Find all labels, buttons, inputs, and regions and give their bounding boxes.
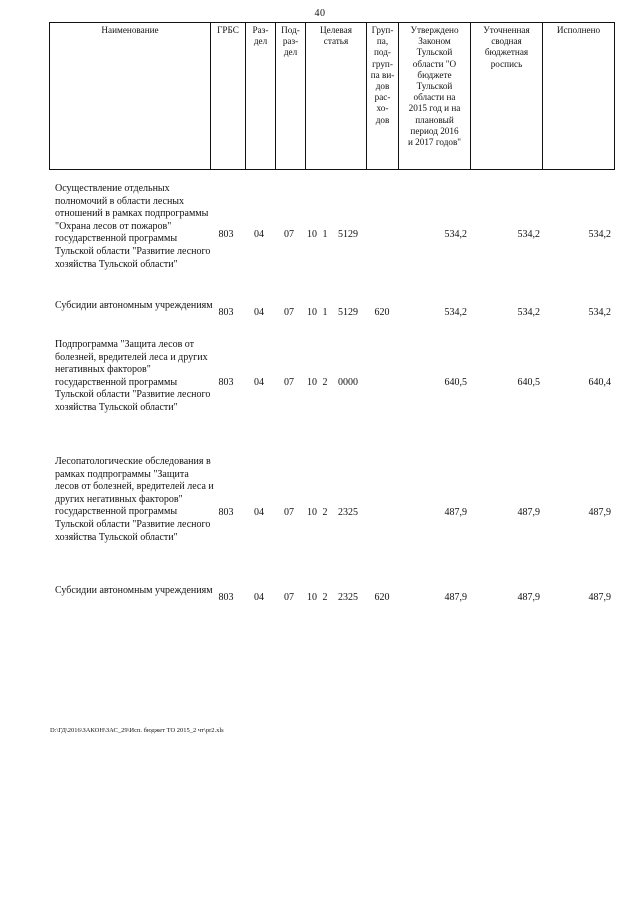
row-expense-group: 620 xyxy=(374,307,390,318)
file-path-footer: D:\ГД\2016\ЗАКОН\ЗАС_29\Исп. бюджет ТО 2015_2 чт\pr2.xls xyxy=(50,727,224,734)
row-refined: 487,9 xyxy=(517,507,540,518)
header-expense-group: Груп- па, под- груп- па ви- дов рас- хо- дов xyxy=(367,23,399,170)
row-podrazdel: 07 xyxy=(284,377,294,388)
header-executed: Исполнено xyxy=(543,23,615,170)
row-name: Субсидии автономным учреждениям xyxy=(55,300,213,311)
row-refined: 640,5 xyxy=(517,377,540,388)
row-refined: 487,9 xyxy=(517,592,540,603)
row-razdel: 04 xyxy=(254,377,264,388)
row-grbs: 803 xyxy=(218,377,234,388)
row-approved: 640,5 xyxy=(444,377,467,388)
row-grbs: 803 xyxy=(218,507,234,518)
row-podrazdel: 07 xyxy=(284,229,294,240)
row-name: Подпрограмма "Защита лесов от болезней, вредителей леса и других негативных факторов" государственной программы Тульской области "Развитие лесного хозяйства Тульской области" xyxy=(55,339,211,413)
row-podrazdel: 07 xyxy=(284,507,294,518)
row-target-code: 0000 xyxy=(338,377,358,388)
row-name: Субсидии автономным учреждениям xyxy=(55,585,213,596)
row-name: Лесопатологические обследования в рамках подпрограммы "Защита лесов от болезней, вредителей леса и других негативных факторов" государственной программы Тульской области "Развитие лесного хозяйства Тульской области" xyxy=(55,456,214,543)
header-approved: Утверждено Законом Тульской области "О бюджете Тульской области на 2015 год и на плановый период 2016 и 2017 годов" xyxy=(399,23,471,170)
row-target-subprogram: 1 xyxy=(322,307,328,318)
row-target-program: 10 xyxy=(307,507,317,518)
header-refined: Уточненная сводная бюджетная роспись xyxy=(471,23,543,170)
row-target-program: 10 xyxy=(307,229,317,240)
row-executed: 534,2 xyxy=(588,307,611,318)
row-approved: 487,9 xyxy=(444,507,467,518)
row-expense-group: 620 xyxy=(374,592,390,603)
row-razdel: 04 xyxy=(254,307,264,318)
row-podrazdel: 07 xyxy=(284,307,294,318)
row-target-subprogram: 2 xyxy=(322,592,328,603)
row-executed: 534,2 xyxy=(588,229,611,240)
header-name: Наименование xyxy=(50,23,211,170)
row-target-code: 5129 xyxy=(338,229,358,240)
row-approved: 534,2 xyxy=(444,229,467,240)
row-executed: 640,4 xyxy=(588,377,611,388)
row-razdel: 04 xyxy=(254,229,264,240)
row-name: Осуществление отдельных полномочий в области лесных отношений в рамках подпрограммы "Охрана лесов от пожаров" государственной программы Тульской области "Развитие лесного хозяйства Тульской области" xyxy=(55,183,211,270)
row-target-subprogram: 1 xyxy=(322,229,328,240)
row-grbs: 803 xyxy=(218,307,234,318)
header-podrazdel: Под- раз- дел xyxy=(276,23,306,170)
row-target-subprogram: 2 xyxy=(322,377,328,388)
row-target-subprogram: 2 xyxy=(322,507,328,518)
row-executed: 487,9 xyxy=(588,507,611,518)
row-grbs: 803 xyxy=(218,229,234,240)
row-target-program: 10 xyxy=(307,592,317,603)
row-target-code: 2325 xyxy=(338,592,358,603)
row-razdel: 04 xyxy=(254,507,264,518)
row-refined: 534,2 xyxy=(517,229,540,240)
row-executed: 487,9 xyxy=(588,592,611,603)
row-target-code: 5129 xyxy=(338,307,358,318)
header-grbs: ГРБС xyxy=(211,23,246,170)
header-target-article: Целевая статья xyxy=(306,23,367,170)
header-razdel: Раз- дел xyxy=(246,23,276,170)
row-razdel: 04 xyxy=(254,592,264,603)
page-number: 40 xyxy=(314,8,326,19)
row-target-program: 10 xyxy=(307,377,317,388)
row-refined: 534,2 xyxy=(517,307,540,318)
row-approved: 487,9 xyxy=(444,592,467,603)
row-approved: 534,2 xyxy=(444,307,467,318)
row-target-program: 10 xyxy=(307,307,317,318)
row-grbs: 803 xyxy=(218,592,234,603)
row-target-code: 2325 xyxy=(338,507,358,518)
row-podrazdel: 07 xyxy=(284,592,294,603)
